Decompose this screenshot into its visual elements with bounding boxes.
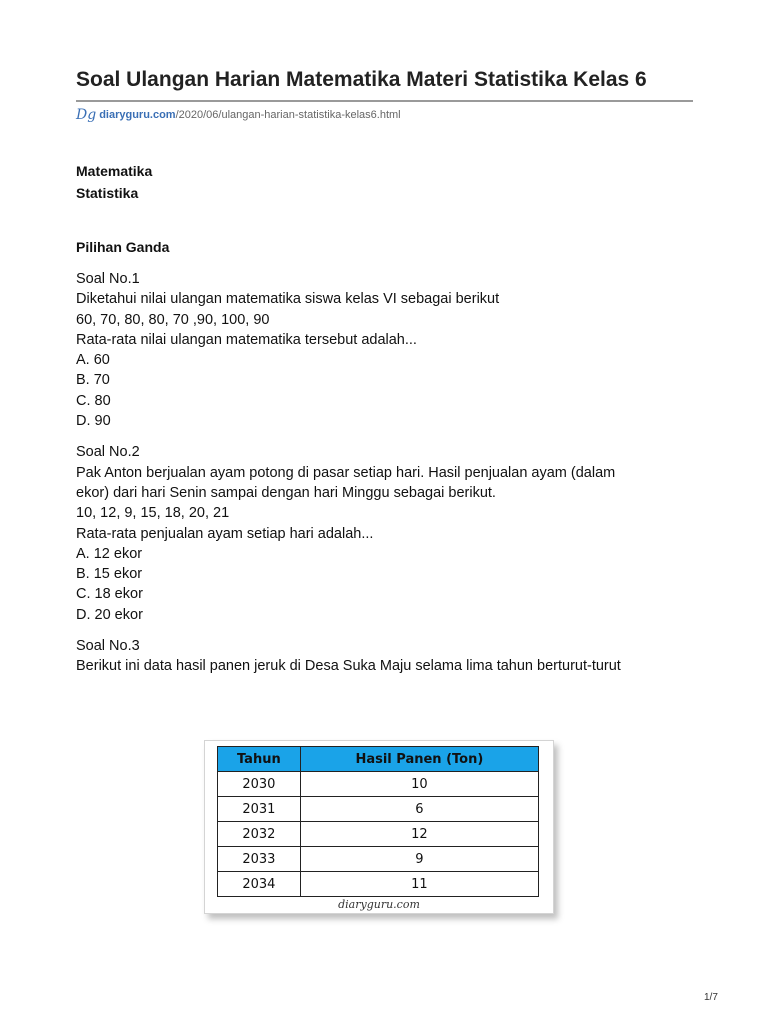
question-3	[76, 636, 693, 677]
option-c: C. 80	[76, 392, 111, 409]
document-page	[76, 0, 693, 677]
title-divider	[76, 100, 693, 102]
question-number: Soal No.2	[76, 444, 140, 461]
option-a: A. 60	[76, 352, 110, 369]
header-harvest: Hasil Panen (Ton)	[300, 747, 538, 772]
option-b: B. 15 ekor	[76, 566, 143, 583]
section-title: Pilihan Ganda	[76, 239, 170, 255]
source-link[interactable]	[99, 109, 400, 121]
option-a: A. 12 ekor	[76, 545, 143, 562]
question-data: 10, 12, 9, 15, 18, 20, 21	[76, 505, 230, 522]
table-row	[218, 872, 539, 897]
question-number: Soal No.3	[76, 638, 140, 655]
cell-harvest: 12	[300, 822, 538, 847]
cell-year: 2034	[218, 872, 301, 897]
header-year: Tahun	[218, 747, 301, 772]
question-text: Berikut ini data hasil panen jeruk di Desa Suka Maju selama lima tahun berturut-turut	[76, 658, 621, 675]
harvest-table	[217, 746, 539, 897]
table-watermark: diaryguru.com	[338, 898, 420, 911]
question-data: 60, 70, 80, 80, 70 ,90, 100, 90	[76, 311, 270, 328]
table-header-row	[218, 747, 539, 772]
cell-harvest: 10	[300, 772, 538, 797]
document-title: Soal Ulangan Harian Matematika Materi Statistika Kelas 6	[76, 68, 647, 91]
question-text: Diketahui nilai ulangan matematika siswa kelas VI sebagai berikut	[76, 291, 500, 308]
harvest-table-image	[204, 740, 554, 914]
question-number: Soal No.1	[76, 271, 140, 287]
cell-year: 2032	[218, 822, 301, 847]
option-d: D. 20 ekor	[76, 606, 143, 623]
cell-year: 2031	[218, 797, 301, 822]
source-line	[76, 107, 693, 123]
source-domain: diaryguru.com	[99, 109, 176, 121]
diaryguru-logo-icon: Dg	[76, 107, 97, 123]
subject-list	[76, 160, 693, 204]
option-c: C. 18 ekor	[76, 586, 143, 603]
subject-statistics: Statistika	[76, 185, 139, 201]
cell-harvest: 11	[300, 872, 538, 897]
question-2	[76, 442, 693, 625]
question-text: Pak Anton berjualan ayam potong di pasar setiap hari. Hasil penjualan ayam (dalam	[76, 464, 616, 481]
question-1	[76, 269, 693, 431]
cell-harvest: 6	[300, 797, 538, 822]
question-prompt: Rata-rata nilai ulangan matematika tersebut adalah...	[76, 331, 417, 348]
source-path: /2020/06/ulangan-harian-statistika-kelas6.html	[175, 109, 401, 121]
table-row	[218, 847, 539, 872]
option-d: D. 90	[76, 413, 111, 430]
table-row	[218, 797, 539, 822]
table-row	[218, 772, 539, 797]
page-number: 1/7	[704, 992, 718, 1003]
question-text: ekor) dari hari Senin sampai dengan hari Minggu sebagai berikut.	[76, 484, 496, 501]
cell-year: 2030	[218, 772, 301, 797]
cell-year: 2033	[218, 847, 301, 872]
question-prompt: Rata-rata penjualan ayam setiap hari adalah...	[76, 525, 374, 542]
cell-harvest: 9	[300, 847, 538, 872]
subject-math: Matematika	[76, 163, 153, 179]
table-row	[218, 822, 539, 847]
option-b: B. 70	[76, 372, 110, 389]
